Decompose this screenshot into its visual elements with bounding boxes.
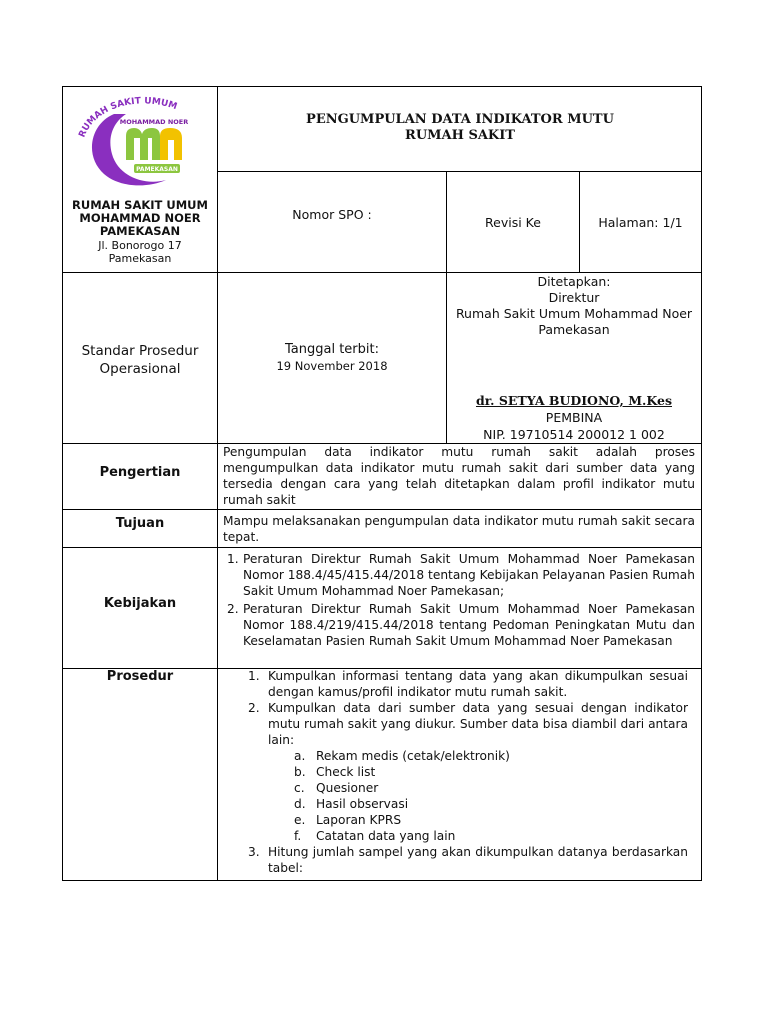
ditetapkan-block	[447, 274, 701, 338]
direktur-label: Direktur	[548, 290, 600, 305]
signer-name: dr. SETYA BUDIONO, M.Kes	[475, 393, 672, 408]
logo-inner-text: MOHAMMAD NOER	[119, 118, 189, 126]
kebijakan-item-text: Peraturan Direktur Rumah Sakit Umum Mohammad Noer Pamekasan Nomor 188.4/219/415.44/2018 tentang Pedoman Peningkatan Mutu dan Keselamatan Pasien Rumah Sakit Umum Mohammad Noer Pamekasan	[243, 602, 695, 648]
tujuan-text: Mampu melaksanakan pengumpulan data indikator mutu rumah sakit secara tepat.	[223, 514, 695, 544]
sumber-data-list	[268, 748, 688, 844]
prosedur-item-number: 3.	[248, 845, 260, 859]
prosedur-list	[248, 668, 688, 876]
rs-name-line2: Pamekasan	[538, 322, 610, 337]
hospital-name-line1: RUMAH SAKIT UMUM	[72, 198, 208, 212]
hospital-name-line2: MOHAMMAD NOER	[79, 211, 201, 225]
logo-arc-text: RUMAH SAKIT UMUM	[77, 96, 179, 140]
sumber-data-item: f. Catatan data yang lain	[294, 829, 456, 843]
sumber-data-item: d. Hasil observasi	[294, 797, 409, 811]
tanggal-terbit	[218, 342, 446, 374]
logo-bottom-text: PAMEKASAN	[136, 166, 178, 173]
pengertian-text: Pengumpulan data indikator mutu rumah sakit adalah proses mengumpulkan data indikator mutu rumah sakit dari sumber data yang tersedia dengan cara yang telah ditetapkan dalam profil indikator mutu rumah sakit	[223, 445, 695, 507]
prosedur-item-number: 1.	[248, 669, 260, 683]
kebijakan-item-number: 1.	[227, 552, 239, 566]
ditetapkan-label: Ditetapkan:	[537, 274, 611, 289]
hospital-logo	[74, 94, 204, 190]
hospital-address-line1: Jl. Bonorogo 17	[98, 239, 182, 252]
kebijakan-item-number: 2.	[227, 602, 239, 616]
kebijakan-item	[227, 551, 695, 599]
prosedur-item	[248, 668, 688, 700]
prosedur-item	[248, 844, 688, 876]
spo-label	[64, 342, 216, 378]
tujuan-label: Tujuan	[115, 516, 165, 531]
prosedur-item-number: 2.	[248, 701, 260, 715]
kebijakan-list	[227, 551, 695, 649]
hospital-name	[64, 199, 216, 238]
signer-rank: PEMBINA	[545, 410, 603, 425]
prosedur-label: Prosedur	[106, 669, 174, 684]
logo-m-icon	[126, 128, 160, 160]
hospital-address	[64, 239, 216, 265]
sumber-data-item: c. Quesioner	[294, 781, 379, 795]
pengertian-label: Pengertian	[99, 465, 181, 480]
signer-block	[447, 392, 701, 443]
prosedur-item	[248, 700, 688, 844]
prosedur-item-text: Hitung jumlah sampel yang akan dikumpulkan datanya berdasarkan tabel:	[268, 845, 688, 875]
nomor-spo-label: Nomor SPO :	[292, 207, 372, 222]
kebijakan-item	[227, 601, 695, 649]
tanggal-terbit-value: 19 November 2018	[276, 359, 388, 373]
prosedur-item-text: Kumpulkan data dari sumber data yang sesuai dengan indikator mutu rumah sakit yang diukur. Sumber data bisa diambil dari antara lain:	[268, 701, 688, 747]
sumber-data-item: e. Laporan KPRS	[294, 813, 402, 827]
tanggal-terbit-label: Tanggal terbit:	[285, 342, 379, 357]
sumber-data-item: a. Rekam medis (cetak/elektronik)	[294, 749, 510, 763]
hospital-name-line3: PAMEKASAN	[99, 224, 181, 238]
signer-nip: NIP. 19710514 200012 1 002	[483, 427, 665, 442]
rs-name-line1: Rumah Sakit Umum Mohammad Noer	[455, 306, 693, 321]
revisi-label: Revisi Ke	[485, 215, 541, 230]
hospital-address-line2: Pamekasan	[108, 252, 172, 265]
prosedur-item-text: Kumpulkan informasi tentang data yang akan dikumpulkan sesuai dengan kamus/profil indikator mutu rumah sakit.	[268, 669, 688, 699]
sumber-data-item: b. Check list	[294, 765, 376, 779]
document-title-line1: PENGUMPULAN DATA INDIKATOR MUTU	[306, 112, 614, 127]
kebijakan-item-text: Peraturan Direktur Rumah Sakit Umum Mohammad Noer Pamekasan Nomor 188.4/45/415.44/2018 tentang Kebijakan Pelayanan Pasien Rumah Sakit Umum Mohammad Noer Pamekasan;	[243, 552, 695, 598]
spo-label-line2: Operasional	[99, 361, 181, 377]
halaman-label: Halaman: 1/1	[598, 215, 683, 230]
logo-n-icon	[160, 128, 182, 160]
document-title-line2: RUMAH SAKIT	[405, 128, 515, 143]
spo-label-line1: Standar Prosedur	[81, 343, 199, 359]
document-title	[218, 112, 702, 144]
kebijakan-label: Kebijakan	[103, 596, 177, 611]
